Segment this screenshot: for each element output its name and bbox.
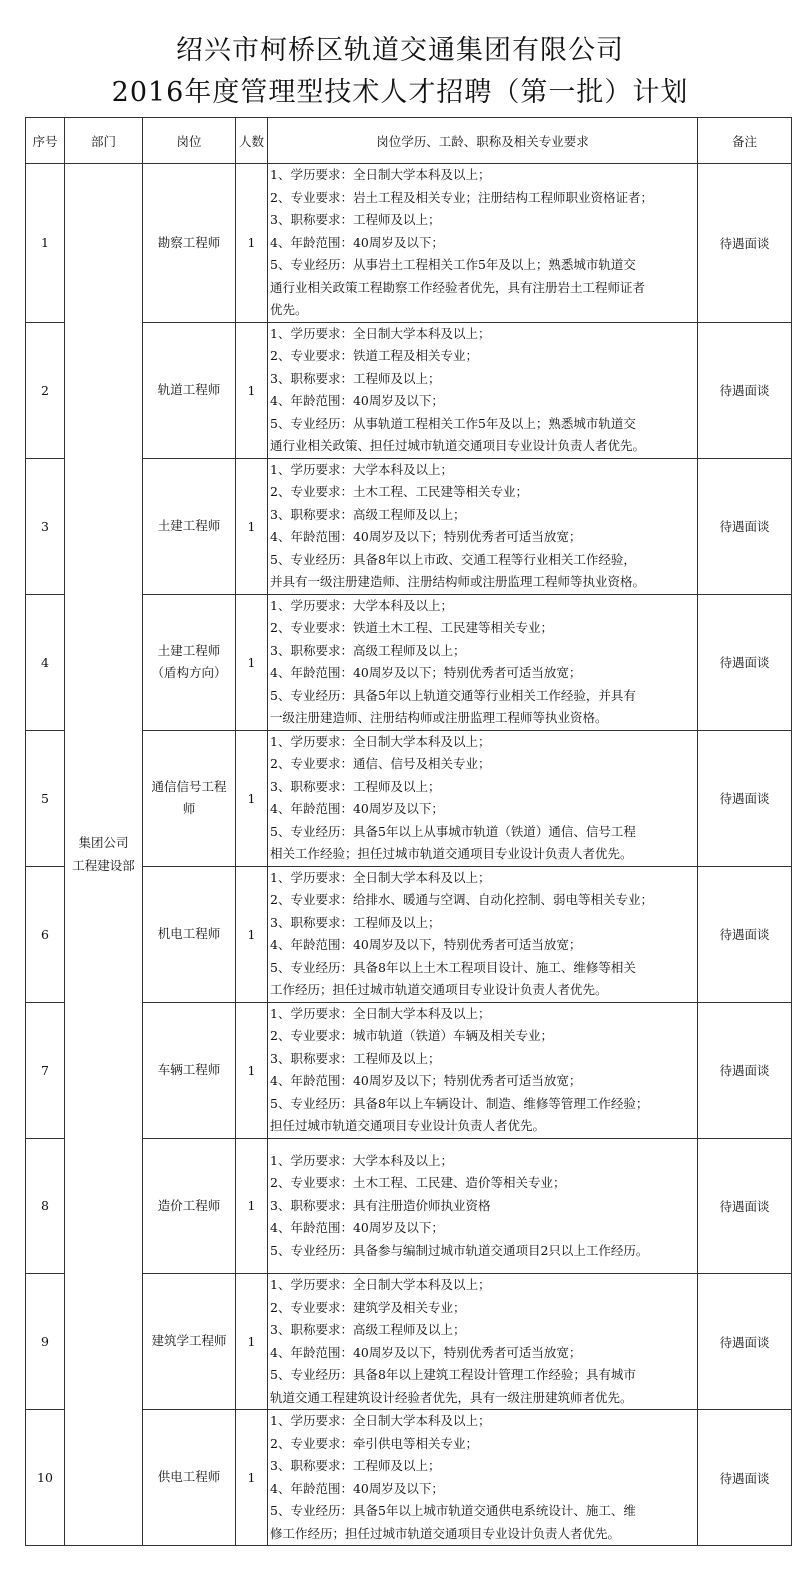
header-dept: 部门	[65, 118, 143, 164]
row-seq: 9	[26, 1274, 65, 1410]
header-position: 岗位	[143, 118, 236, 164]
position-line: 轨道工程师	[157, 381, 221, 397]
position-line: 建筑学工程师	[151, 1333, 227, 1349]
requirement-line: 相关工作经验；担任过城市轨道交通项目专业设计负责人者优先。	[270, 846, 633, 861]
requirement-line: 1、学历要求：全日制大学本科及以上；	[270, 325, 491, 341]
header-count: 人数	[236, 118, 268, 164]
row-position	[143, 866, 236, 1002]
requirement-line: 4、年龄范围：40周岁及以下，特别优秀者可适当放宽；	[270, 1344, 582, 1360]
row-position	[143, 1138, 236, 1274]
row-position	[143, 1274, 236, 1410]
requirement-line: 4、年龄范围：40周岁及以下；	[270, 801, 444, 816]
row-requirements	[268, 594, 698, 730]
row-note: 待遇面谈	[698, 1410, 792, 1546]
row-position	[143, 1002, 236, 1138]
requirement-line: 5、专业经历：具备8年以上建筑工程设计管理工作经验；具有城市	[270, 1367, 636, 1383]
position-line: 机电工程师	[157, 925, 221, 941]
requirement-line: 3、职称要求：高级工程师及以上；	[270, 1322, 466, 1338]
row-requirements	[268, 322, 698, 458]
row-count: 1	[236, 730, 268, 866]
position-line: 土建工程师	[157, 517, 221, 533]
requirement-line: 一级注册建造师、注册结构师或注册监理工程师等执业资格。	[270, 710, 608, 725]
requirement-line: 3、职称要求：高级工程师及以上；	[270, 506, 466, 522]
row-position	[143, 322, 236, 458]
row-requirements	[268, 1410, 698, 1546]
requirement-line: 3、职称要求：工程师及以上；	[270, 1050, 441, 1066]
row-seq: 4	[26, 594, 65, 730]
row-note: 待遇面谈	[698, 866, 792, 1002]
requirement-line: 5、专业经历：具备5年以上从事城市轨道（铁道）通信、信号工程	[270, 823, 636, 839]
row-count: 1	[236, 1274, 268, 1410]
position-line: 土建工程师	[157, 642, 221, 658]
requirement-line: 3、职称要求：工程师及以上；	[270, 212, 441, 227]
requirement-line: 5、专业经历：具备5年以上轨道交通等行业相关工作经验，并具有	[270, 687, 636, 703]
requirement-line: 2、专业要求：给排水、暖通与空调、自动化控制、弱电等相关专业；	[270, 892, 653, 907]
header-requirements: 岗位学历、工龄、职称及相关专业要求	[268, 118, 698, 164]
row-seq: 7	[26, 1002, 65, 1138]
requirement-line: 5、专业经历：从事轨道工程相关工作5年及以上；熟悉城市轨道交	[270, 415, 636, 431]
department-line: 集团公司	[78, 835, 129, 851]
row-count: 1	[236, 594, 268, 730]
row-note: 待遇面谈	[698, 730, 792, 866]
row-count: 1	[236, 164, 268, 323]
position-line: 车辆工程师	[157, 1061, 221, 1077]
row-position	[143, 164, 236, 323]
row-requirements	[268, 730, 698, 866]
position-line: 师	[182, 801, 196, 816]
requirement-line: 通行业相关政策工程勘察工作经验者优先，具有注册岩土工程师证者	[270, 279, 646, 295]
header-note: 备注	[698, 118, 792, 164]
row-count: 1	[236, 458, 268, 594]
requirement-line: 2、专业要求：铁道土木工程、工民建等相关专业；	[270, 620, 553, 635]
row-seq: 2	[26, 322, 65, 458]
row-count: 1	[236, 866, 268, 1002]
requirement-line: 3、职称要求：工程师及以上；	[270, 1458, 441, 1474]
requirement-line: 工作经历；担任过城市轨道交通项目专业设计负责人者优先。	[270, 982, 608, 997]
requirement-line: 4、年龄范围：40周岁及以下；	[270, 1220, 444, 1236]
requirement-line: 2、专业要求：通信、信号及相关专业；	[270, 756, 491, 771]
row-note: 待遇面谈	[698, 1274, 792, 1410]
row-seq: 3	[26, 458, 65, 594]
requirement-line: 4、年龄范围：40周岁及以下；特别优秀者可适当放宽；	[270, 665, 582, 680]
requirement-line: 4、年龄范围：40周岁及以下；	[270, 393, 444, 408]
recruitment-table	[25, 117, 792, 1546]
requirement-line: 3、职称要求：具有注册造价师执业资格	[270, 1197, 491, 1213]
page-title: 绍兴市柯桥区轨道交通集团有限公司	[176, 35, 624, 66]
row-count: 1	[236, 322, 268, 458]
department-cell	[65, 164, 143, 1546]
requirement-line: 5、专业经历：具备8年以上车辆设计、制造、维修等管理工作经验；	[270, 1095, 649, 1111]
requirement-line: 优先。	[270, 302, 308, 317]
requirement-line: 2、专业要求：铁道工程及相关专业；	[270, 348, 478, 363]
position-line: 造价工程师	[157, 1197, 221, 1213]
requirement-line: 2、专业要求：城市轨道（铁道）车辆及相关专业；	[270, 1028, 553, 1043]
row-note: 待遇面谈	[698, 322, 792, 458]
row-seq: 8	[26, 1138, 65, 1274]
header-seq: 序号	[26, 118, 65, 164]
requirement-line: 1、学历要求：大学本科及以上；	[270, 1152, 453, 1168]
position-line: 勘察工程师	[157, 234, 221, 250]
row-position	[143, 1410, 236, 1546]
row-note: 待遇面谈	[698, 458, 792, 594]
requirement-line: 3、职称要求：工程师及以上；	[270, 370, 441, 386]
requirement-line: 5、专业经历：具备8年以上市政、交通工程等行业相关工作经验，	[270, 551, 636, 567]
row-requirements	[268, 1002, 698, 1138]
table-row	[26, 164, 792, 323]
requirement-line: 5、专业经历：从事岩土工程相关工作5年及以上；熟悉城市轨道交	[270, 257, 636, 272]
requirement-line: 1、学历要求：全日制大学本科及以上；	[270, 733, 491, 749]
requirement-line: 5、专业经历：具备5年以上城市轨道交通供电系统设计、施工、维	[270, 1503, 636, 1519]
requirement-line: 通行业相关政策、担任过城市轨道交通项目专业设计负责人者优先。	[270, 438, 646, 453]
requirement-line: 4、年龄范围：40周岁及以下；	[270, 234, 444, 250]
row-requirements	[268, 1138, 698, 1274]
requirement-line: 轨道交通工程建筑设计经验者优先，具有一级注册建筑师者优先。	[270, 1389, 633, 1405]
requirement-line: 1、学历要求：全日制大学本科及以上；	[270, 1277, 491, 1293]
row-seq: 10	[26, 1410, 65, 1546]
row-requirements	[268, 1274, 698, 1410]
row-seq: 1	[26, 164, 65, 323]
row-count: 1	[236, 1138, 268, 1274]
row-position	[143, 458, 236, 594]
page-subtitle: 2016年度管理型技术人才招聘（第一批）计划	[111, 77, 689, 108]
requirement-line: 3、职称要求：工程师及以上；	[270, 914, 441, 930]
row-position	[143, 594, 236, 730]
requirement-line: 4、年龄范围：40周岁及以下；特别优秀者可适当放宽；	[270, 1073, 582, 1088]
requirement-line: 1、学历要求：大学本科及以上；	[270, 597, 453, 613]
requirement-line: 1、学历要求：大学本科及以上；	[270, 461, 453, 477]
requirement-line: 2、专业要求：土木工程、工民建等相关专业；	[270, 484, 528, 499]
requirement-line: 2、专业要求：牵引供电等相关专业；	[270, 1435, 478, 1451]
requirement-line: 2、专业要求：土木工程、工民建、造价等相关专业；	[270, 1175, 566, 1191]
row-note: 待遇面谈	[698, 1138, 792, 1274]
requirement-line: 4、年龄范围：40周岁及以下；特别优秀者可适当放宽；	[270, 529, 582, 544]
row-count: 1	[236, 1002, 268, 1138]
requirement-line: 1、学历要求：全日制大学本科及以上；	[270, 167, 491, 182]
requirement-line: 1、学历要求：全日制大学本科及以上；	[270, 869, 491, 885]
requirement-line: 修工作经历；担任过城市轨道交通项目专业设计负责人者优先。	[270, 1525, 621, 1541]
position-line: 通信信号工程	[151, 778, 227, 794]
requirement-line: 5、专业经历：具备8年以上土木工程项目设计、施工、维修等相关	[270, 959, 636, 975]
requirement-line: 担任过城市轨道交通项目专业设计负责人者优先。	[270, 1118, 546, 1133]
row-note: 待遇面谈	[698, 1002, 792, 1138]
requirement-line: 并具有一级注册建造师、注册结构师或注册监理工程师等执业资格。	[270, 574, 646, 589]
table-header-row	[26, 118, 792, 164]
requirement-line: 3、职称要求：高级工程师及以上；	[270, 642, 466, 658]
position-line: 供电工程师	[157, 1469, 221, 1485]
row-count: 1	[236, 1410, 268, 1546]
row-position	[143, 730, 236, 866]
requirement-line: 2、专业要求：建筑学及相关专业；	[270, 1299, 466, 1315]
requirement-line: 3、职称要求：工程师及以上；	[270, 778, 441, 794]
row-seq: 5	[26, 730, 65, 866]
row-requirements	[268, 164, 698, 323]
requirement-line: 1、学历要求：全日制大学本科及以上；	[270, 1005, 491, 1021]
requirement-line: 5、专业经历：具备参与编制过城市轨道交通项目2只以上工作经历。	[270, 1242, 649, 1258]
requirement-line: 1、学历要求：全日制大学本科及以上；	[270, 1413, 491, 1429]
requirement-line: 4、年龄范围：40周岁及以下，特别优秀者可适当放宽；	[270, 937, 582, 952]
requirement-line: 2、专业要求：岩土工程及相关专业；注册结构工程师职业资格证者；	[270, 189, 653, 205]
department-line: 工程建设部	[72, 857, 135, 873]
requirement-line: 4、年龄范围：40周岁及以下；	[270, 1480, 444, 1496]
position-line: （盾构方向）	[151, 665, 227, 680]
row-seq: 6	[26, 866, 65, 1002]
row-note: 待遇面谈	[698, 594, 792, 730]
row-requirements	[268, 866, 698, 1002]
row-note: 待遇面谈	[698, 164, 792, 323]
row-requirements	[268, 458, 698, 594]
